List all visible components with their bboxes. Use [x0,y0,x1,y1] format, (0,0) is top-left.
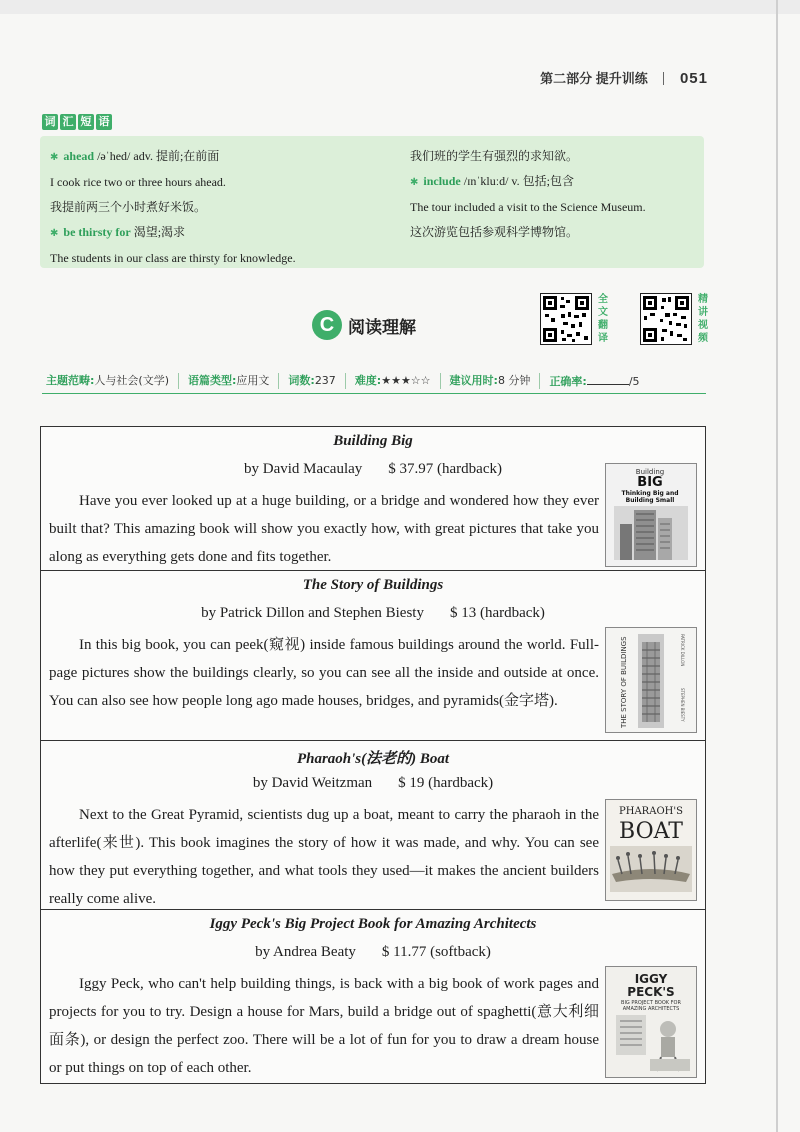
page-number: 051 [679,70,708,87]
book-cover-image [605,463,697,567]
book-price: $ 13 (hardback) [449,605,545,621]
cover-text: BIG PROJECT BOOK FOR [621,1000,681,1006]
cover-text: PATRICK DILLON [680,634,685,667]
info-difficulty: 难度:★★★☆☆ [346,373,441,389]
book-byline [41,605,705,622]
book-title: Iggy Peck's Big Project Book for Amazing Architects [209,916,537,932]
qr-label-char: 译 [598,333,608,344]
vocab-translation: 我们班的学生有强烈的求知欲。 [410,149,579,163]
vocab-section-tag [42,114,112,130]
qr-label-char: 精 [698,294,708,305]
book-description: Have you ever looked up at a huge building, or a bridge and wondered how they ever built that? This amazing book will show you exactly how, with great pictures that take you along as everything gets done and fits together. [49,493,599,565]
book-cover-image [605,627,697,733]
book-author: by David Weitzman [252,775,373,791]
section-title: 第二部分 提升训练 [540,71,648,86]
vocab-column-right [410,144,646,245]
header-divider [663,72,664,85]
headword: ahead [63,149,95,163]
vocab-example: I cook rice two or three hours ahead. [50,175,226,189]
qr-label-char: 频 [698,333,708,344]
vocab-example: The students in our class are thirsty for knowledge. [50,251,296,265]
cover-text: PHARAOH'S [619,806,683,817]
book-title: Building Big [333,433,413,449]
qr-label-char: 翻 [598,320,608,331]
info-word-count: 词数:237 [279,373,345,389]
reading-section-title [312,310,416,340]
cover-text: BIG [637,475,663,490]
book-cover-image [605,966,697,1078]
book-byline [41,775,705,792]
qr-code-video[interactable] [640,293,692,345]
page-header [540,68,708,87]
accuracy-blank[interactable] [587,373,629,385]
vocab-translation: 我提前两三个小时煮好米饭。 [50,200,207,214]
vocab-box [40,136,704,268]
book-title: The Story of Buildings [302,577,444,593]
vocab-column-left [50,144,296,271]
cover-text: THE STORY OF BUILDINGS [620,636,628,728]
vocab-tag-char: 词 [42,114,58,130]
qr-code-translation[interactable] [540,293,592,345]
qr-label-translation [596,293,610,345]
cover-text: Thinking Big and [621,490,679,497]
star-bullet-icon: ✱ [50,152,59,163]
qr-label-video [696,293,710,345]
vocab-entry [50,220,296,246]
cover-text: AMAZING ARCHITECTS [622,1006,680,1012]
info-accuracy: 正确率: /5 [549,375,640,388]
vocab-tag-char: 汇 [60,114,76,130]
qr-label-char: 讲 [698,307,708,318]
headword: be thirsty for [63,225,131,239]
star-bullet-icon: ✱ [50,228,59,239]
reading-info-bar [42,369,706,394]
book-cover-image [605,799,697,901]
vocab-tag-char: 短 [78,114,94,130]
vocab-tag-char: 语 [96,114,112,130]
reading-title-text: 阅读理解 [348,317,416,338]
book-description: Next to the Great Pyramid, scientists dug up a boat, meant to carry the pharaoh in the afterlife(来世). This book imagines the story of how it was made, and why. You can see how they put everything together, and what tools they used—it makes the ancient builders really come alive. [49,807,599,907]
book-byline [41,944,705,961]
page-top-strip [0,0,800,14]
info-time: 建议用时:8 分钟 [441,373,541,389]
book-entry-building-big [41,427,705,570]
vocab-entry [410,169,646,195]
vocab-entry [50,144,296,170]
headword-definition: /ɪnˈkluːd/ v. 包括;包含 [460,174,574,188]
headword-definition: 渴望;渴求 [130,225,186,239]
book-list-table [40,426,706,1084]
book-author: by Andrea Beaty [255,944,356,960]
page-edge-line [776,0,778,1132]
book-title: Pharaoh's(法老的) Boat [296,751,450,767]
book-price: $ 19 (hardback) [398,775,494,791]
qr-label-char: 文 [598,307,608,318]
info-theme: 主题范畴:人与社会(文学) [42,373,179,389]
qr-label-char: 全 [598,294,608,305]
headword: include [423,174,461,188]
cover-text: Building [635,468,665,476]
star-bullet-icon: ✱ [410,177,419,188]
qr-label-char: 视 [698,320,708,331]
info-genre: 语篇类型:应用文 [179,373,279,389]
cover-text: BOAT [619,819,683,844]
book-description: Iggy Peck, who can't help building things, is back with a big book of work pages and projects for you to try. Design a house for Mars, build a bridge out of spaghetti(意大利细面条), or design the perfect zoo. There will be a lot of fun for you to draw a dream house or put things on top of each other. [49,976,599,1076]
book-description: In this big book, you can peek(窥视) inside famous buildings around the world. Full-page pictures show the buildings clearly, so you can see all the inside and outside at once. You can also see how people long ago made houses, bridges, and pyramids(金字塔). [49,637,599,709]
book-price: $ 11.77 (softback) [381,944,491,960]
cover-text: Building Small [625,497,675,504]
section-c-badge: C [312,310,342,340]
book-entry-pharaohs-boat [41,740,705,909]
cover-text: IGGY [634,972,668,986]
book-entry-iggy-peck [41,909,705,1083]
book-author: by David Macaulay [243,461,363,477]
headword-definition: /əˈhed/ adv. 提前;在前面 [94,149,220,163]
vocab-translation: 这次游览包括参观科学博物馆。 [410,225,579,239]
book-author: by Patrick Dillon and Stephen Biesty [201,605,424,621]
vocab-example: The tour included a visit to the Science Museum. [410,200,646,214]
book-entry-story-of-buildings [41,570,705,740]
cover-text: PECK'S [627,985,675,999]
cover-text: STEPHEN BIESTY [680,688,685,722]
book-price: $ 37.97 (hardback) [388,461,502,477]
